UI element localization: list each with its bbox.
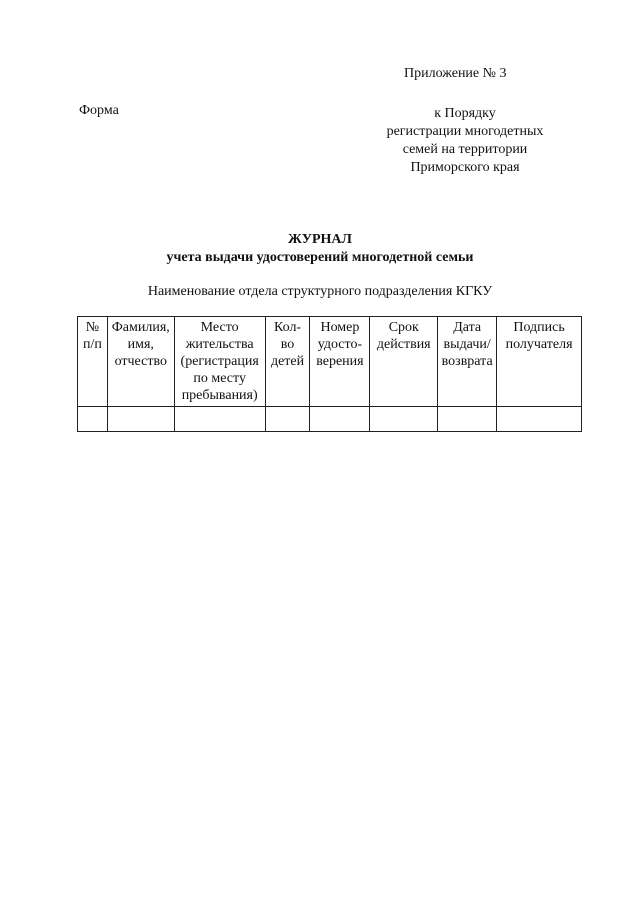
journal-table xyxy=(77,316,582,432)
column-header-children-count: Кол- во детей xyxy=(265,317,310,407)
column-header-full-name: Фамилия, имя, отчество xyxy=(107,317,174,407)
column-header-residence: Место жительства (регистрация по месту пребывания) xyxy=(174,317,265,407)
table-header-row xyxy=(78,317,582,407)
table-cell xyxy=(370,407,438,432)
column-header-number: № п/п xyxy=(78,317,108,407)
table-cell xyxy=(174,407,265,432)
appendix-reference-line: Приморского края xyxy=(410,160,520,175)
table-cell xyxy=(107,407,174,432)
department-name-line: Наименование отдела структурного подразделения КГКУ xyxy=(147,284,493,299)
table-cell xyxy=(78,407,108,432)
appendix-reference-line: к Порядку xyxy=(434,106,496,121)
appendix-reference xyxy=(340,105,590,177)
document-title xyxy=(0,231,640,267)
table-cell xyxy=(265,407,310,432)
table-row xyxy=(78,407,582,432)
document-title-subtitle: учета выдачи удостоверений многодетной семьи xyxy=(166,250,474,265)
column-header-recipient-signature: Подпись получателя xyxy=(497,317,582,407)
document-title-main: ЖУРНАЛ xyxy=(288,232,352,247)
column-header-issue-return-date: Дата выдачи/ возврата xyxy=(438,317,497,407)
form-label: Форма xyxy=(79,103,119,118)
appendix-reference-line: семей на территории xyxy=(402,142,528,157)
appendix-number: Приложение № 3 xyxy=(404,66,507,81)
table-cell xyxy=(497,407,582,432)
appendix-reference-line: регистрации многодетных xyxy=(386,124,544,139)
table-cell xyxy=(438,407,497,432)
column-header-validity: Срок действия xyxy=(370,317,438,407)
column-header-certificate-number: Номер удосто- верения xyxy=(310,317,370,407)
table-cell xyxy=(310,407,370,432)
